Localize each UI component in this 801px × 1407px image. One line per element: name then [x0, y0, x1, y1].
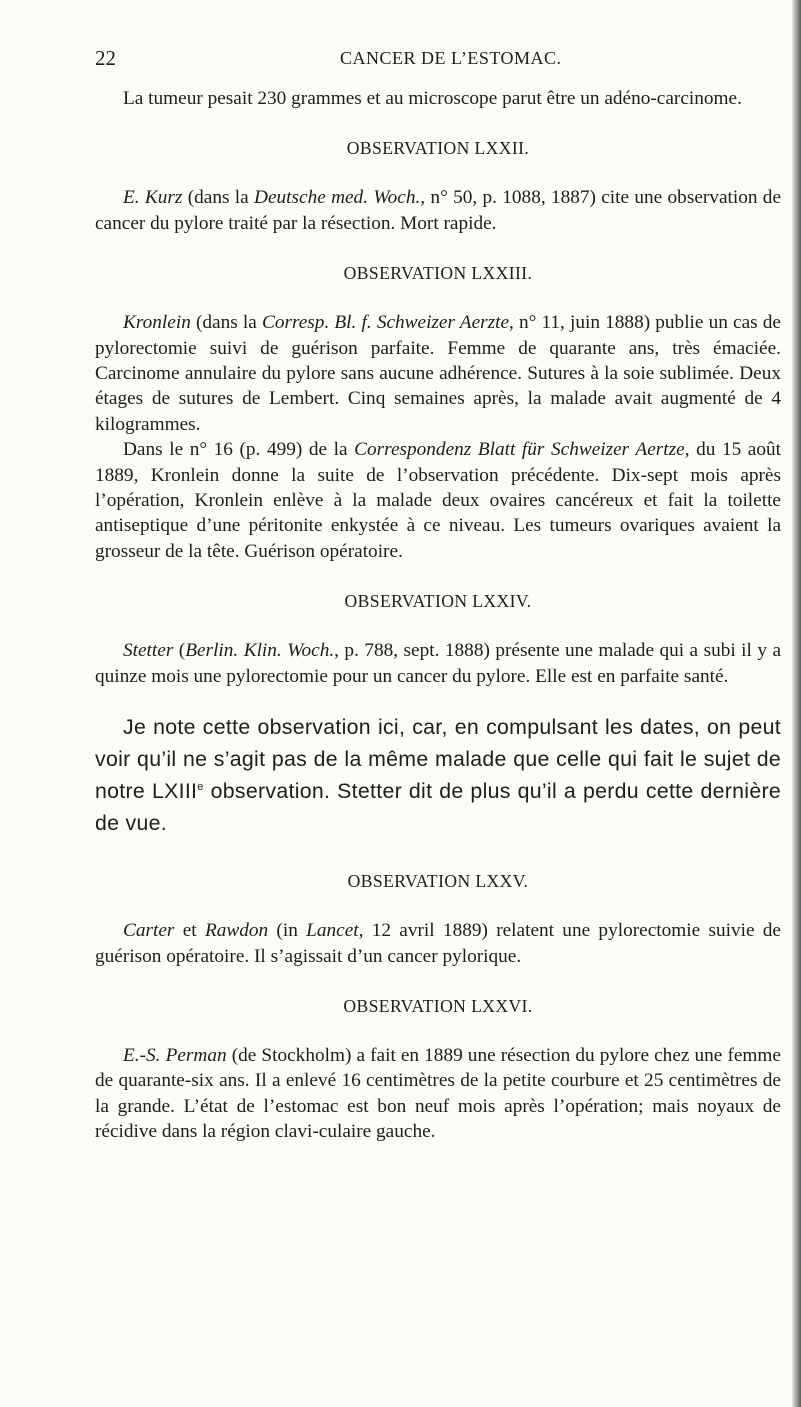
obs-75-journal: Lancet: [306, 920, 359, 942]
obs-75-text-3: , 12 avril 1889) relatent une pylorectomie suivie de guérison opératoire. Il s’agissait d’un cancer pylorique.: [95, 920, 781, 967]
obs-75-paragraph: [95, 918, 781, 969]
obs-72-text-2: , n° 50, p. 1088, 1887) cite une observation de cancer du pylore traité par la résection. Mort rapide.: [95, 187, 782, 234]
running-head: CANCER DE L’ESTOMAC.: [340, 48, 562, 68]
obs-74-author: Stetter: [123, 640, 174, 662]
obs-72-title: OBSERVATION LXXII.: [346, 138, 530, 159]
page-body: [95, 86, 781, 1145]
obs-73-title: OBSERVATION LXXIII.: [343, 263, 533, 284]
obs-75-title: OBSERVATION LXXV.: [347, 871, 529, 892]
obs-73-text-2: , n° 11, juin 1888) publie un cas de pylorectomie suivi de guérison parfaite. Femme de quarante ans, très émaciée. Carcinome annulaire du pylore sans aucune adhérence. Sutures à la soie sublimée. Deux étages de sutures de Lembert. Cinq semaines après, la malade avait augmenté de 4 kilogrammes.: [95, 312, 781, 435]
obs-73-p2-text-1: Dans le n° 16 (p. 499) de la: [123, 439, 355, 461]
obs-73-journal: Corresp. Bl. f. Schweizer Aerzte: [261, 312, 510, 334]
obs-72-author: E. Kurz: [123, 187, 183, 209]
obs-74-text-2: , p. 788, sept. 1888) présente une malade qui a subi il y a quinze mois une pylorectomie pour un cancer du pylore. Elle est en parfaite santé.: [95, 640, 782, 687]
page-header: [95, 46, 715, 76]
obs-76-text-1: (de Stockholm) a fait en 1889 une résection du pylore chez une femme de quarante-six ans. Il a enlevé 16 centimètres de la petite courbure et 25 centimètres de la grande. L’état de l’estomac est bon neuf mois après l’opération; mais noyaux de récidive dans la région clavi-culaire gauche.: [95, 1044, 781, 1143]
obs-73-text-1: (dans la: [190, 312, 262, 334]
note-text-1: Je note cette observation ici, car, en compulsant les dates, on peut voir qu’il ne s’agit pas de la même malade que celle qui fait le sujet de notre LXIII: [95, 715, 781, 804]
obs-73-p2-text-2: , du 15 août 1889, Kronlein donne la suite de l’observation précédente. Dix-sept mois après l’opération, Kronlein enlève à la malade deux ovaires cancéreux et fait la toilette antiseptique d’une péritonite enkystée à ce niveau. Les tumeurs ovariques avaient la grosseur de la tête. Guérison opératoire.: [95, 439, 782, 562]
obs-74-paragraph: [95, 638, 781, 689]
obs-73-paragraph-2: [95, 437, 781, 564]
author-note-paragraph: [95, 711, 781, 839]
page-number: 22: [95, 46, 116, 70]
obs-73-author: Kronlein: [123, 312, 191, 334]
obs-74-journal: Berlin. Klin. Woch.: [185, 640, 335, 662]
page-edge-shadow: [792, 0, 801, 1407]
obs-72-journal: Deutsche med. Woch.: [254, 187, 421, 209]
obs-75-text-2: (in: [268, 920, 307, 942]
note-text-2: observation. Stetter dit de plus qu’il a perdu cette dernière de vue.: [95, 779, 781, 836]
note-superscript: e: [197, 781, 204, 793]
obs-76-title: OBSERVATION LXXVI.: [343, 995, 533, 1016]
obs-74-title: OBSERVATION LXXIV.: [344, 591, 532, 612]
obs-72-text-1: (dans la: [182, 187, 255, 209]
intro-text: La tumeur pesait 230 grammes et au microscope parut être un adéno-carcinome.: [123, 88, 742, 109]
obs-73-p2-journal: Correspondenz Blatt für Schweizer Aertze: [354, 439, 685, 461]
obs-75-text-1: et: [174, 920, 205, 942]
obs-73-paragraph-1: [95, 310, 781, 437]
obs-75-author-1: Carter: [123, 920, 175, 942]
intro-paragraph: [95, 86, 781, 111]
obs-74-text-1: (: [173, 640, 186, 662]
obs-76-author: E.-S. Perman: [123, 1044, 227, 1066]
obs-75-author-2: Rawdon: [204, 920, 269, 942]
obs-76-paragraph: [95, 1043, 781, 1145]
obs-72-paragraph: [95, 185, 781, 236]
